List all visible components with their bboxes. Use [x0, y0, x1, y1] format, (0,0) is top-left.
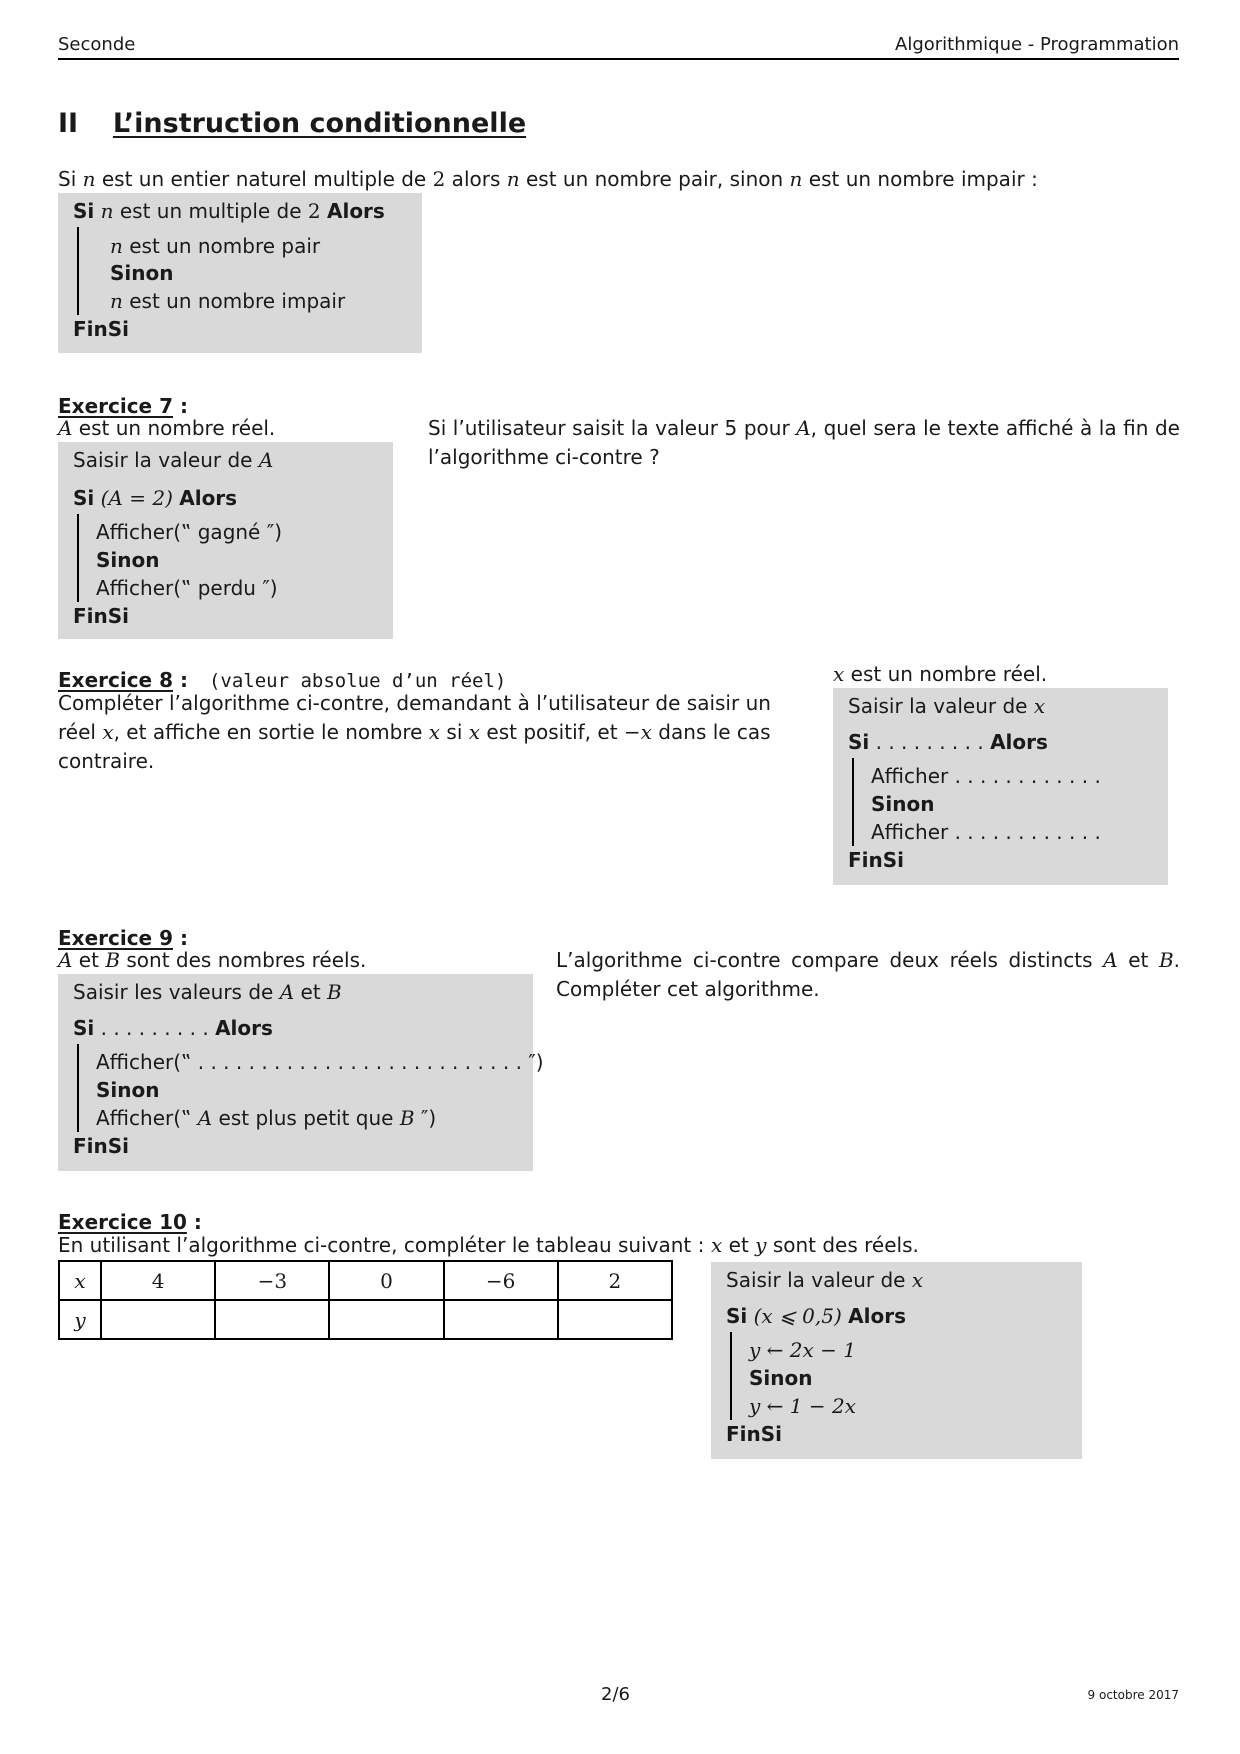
- algo-endif: FinSi: [726, 1422, 783, 1446]
- algo-else-keyword: Sinon: [749, 1366, 813, 1390]
- table-cell-blank[interactable]: [329, 1300, 443, 1339]
- algo-else-line: Afficher(‟ A est plus petit que B ″): [96, 1106, 437, 1130]
- exercise-10-instruction: En utilisant l’algorithme ci-contre, compléter le tableau suivant :: [58, 1233, 705, 1257]
- algo-then-line: Afficher(‟ . . . . . . . . . . . . . . . . . . . . . . . . . . ″): [96, 1050, 544, 1074]
- table-cell-blank[interactable]: [444, 1300, 558, 1339]
- algo-else-keyword: Sinon: [871, 792, 935, 816]
- table-cell-blank[interactable]: [101, 1300, 215, 1339]
- algo-then-line: n est un nombre pair: [110, 234, 321, 258]
- section-heading: [58, 108, 526, 139]
- table-cell: 0: [329, 1261, 443, 1300]
- exercise-7-question: Si l’utilisateur saisit la valeur 5 pour A, quel sera le texte affiché à la fin de l’algorithme ci-contre ?: [428, 416, 1180, 469]
- algo-block-bar: [852, 758, 854, 846]
- algo-endif: FinSi: [73, 317, 130, 341]
- exercise-7-premise: A est un nombre réel.: [58, 416, 276, 440]
- exercise-9-premise: A et B sont des nombres réels.: [58, 948, 367, 972]
- table-cell: 4: [101, 1261, 215, 1300]
- algo-block-bar: [77, 514, 79, 602]
- algo-input-line: Saisir les valeurs de A et B: [73, 980, 342, 1004]
- algo-endif: FinSi: [848, 848, 905, 872]
- header-rule: [58, 58, 1179, 60]
- exercise-8-subtitle: (valeur absolue d’un réel): [208, 670, 507, 692]
- table-cell: y: [59, 1300, 101, 1339]
- exercise-10-title: Exercice 10 :: [58, 1210, 202, 1234]
- algo-block-bar: [77, 227, 79, 315]
- algo-if-line: Si (A = 2) Alors: [73, 486, 238, 510]
- algorithm-box-exercise-8: [833, 688, 1168, 885]
- algo-then-line: Afficher . . . . . . . . . . . .: [871, 764, 1101, 788]
- algorithm-box-exercise-9: [58, 974, 544, 1171]
- exercise-8-title: Exercice 8 : (valeur absolue d’un réel): [58, 668, 507, 692]
- algo-else-line: Afficher . . . . . . . . . . . .: [871, 820, 1101, 844]
- table-row: [59, 1300, 672, 1339]
- algo-endif: FinSi: [73, 1134, 130, 1158]
- table-row: [59, 1261, 672, 1300]
- algo-input-line: Saisir la valeur de x: [848, 694, 1046, 718]
- algo-input-line: Saisir la valeur de A: [73, 448, 274, 472]
- algo-else-line: Afficher(‟ perdu ″): [96, 576, 278, 600]
- algo-else-keyword: Sinon: [110, 261, 174, 285]
- algorithm-box-intro: [58, 193, 422, 353]
- exercise-9-title: Exercice 9 :: [58, 926, 188, 950]
- exercise-8-premise: x est un nombre réel.: [833, 662, 1048, 686]
- table-cell: −3: [215, 1261, 329, 1300]
- exercise-10-premise: x et y sont des réels.: [711, 1233, 919, 1257]
- algo-if-line: Si . . . . . . . . . Alors: [848, 730, 1048, 754]
- header-right: Algorithmique - Programmation: [895, 34, 1179, 55]
- header-left: Seconde: [58, 34, 136, 55]
- algo-if-line: Si . . . . . . . . . Alors: [73, 1016, 273, 1040]
- table-cell: x: [59, 1261, 101, 1300]
- algo-else-keyword: Sinon: [96, 548, 160, 572]
- algo-block-bar: [730, 1332, 732, 1420]
- page-number: 2/6: [601, 1684, 630, 1705]
- exercise-8-text: Compléter l’algorithme ci-contre, demandant à l’utilisateur de saisir un réel x, et affiche en sortie le nombre x si x est positif, et −x dans le cas contraire.: [58, 691, 771, 773]
- exercise-9-text: L’algorithme ci-contre compare deux réels distincts A et B. Compléter cet algorithme.: [556, 948, 1180, 1001]
- algo-if-line: Si n est un multiple de 2 Alors: [73, 199, 385, 223]
- algo-endif: FinSi: [73, 604, 130, 628]
- table-cell: −6: [444, 1261, 558, 1300]
- table-cell-blank[interactable]: [558, 1300, 672, 1339]
- algo-else-line: n est un nombre impair: [110, 289, 346, 313]
- values-table: [58, 1260, 673, 1340]
- intro-text: Si n est un entier naturel multiple de 2 alors n est un nombre pair, sinon n est un nombre impair :: [58, 167, 1038, 191]
- algorithm-box-exercise-10: [711, 1262, 1082, 1459]
- algo-else-line: y ← 1 − 2x: [749, 1394, 856, 1418]
- section-title: L’instruction conditionnelle: [112, 108, 527, 139]
- exercise-7-title: Exercice 7 :: [58, 394, 188, 418]
- algo-else-keyword: Sinon: [96, 1078, 160, 1102]
- algo-then-line: Afficher(‟ gagné ″): [96, 520, 282, 544]
- table-cell: 2: [558, 1261, 672, 1300]
- algo-if-line: Si (x ⩽ 0,5) Alors: [726, 1304, 906, 1328]
- algo-block-bar: [77, 1044, 79, 1132]
- algo-input-line: Saisir la valeur de x: [726, 1268, 924, 1292]
- section-number: II: [58, 108, 79, 139]
- algo-then-line: y ← 2x − 1: [749, 1338, 856, 1362]
- table-cell-blank[interactable]: [215, 1300, 329, 1339]
- footer-date: 9 octobre 2017: [1087, 1688, 1179, 1702]
- algorithm-box-exercise-7: [58, 442, 393, 639]
